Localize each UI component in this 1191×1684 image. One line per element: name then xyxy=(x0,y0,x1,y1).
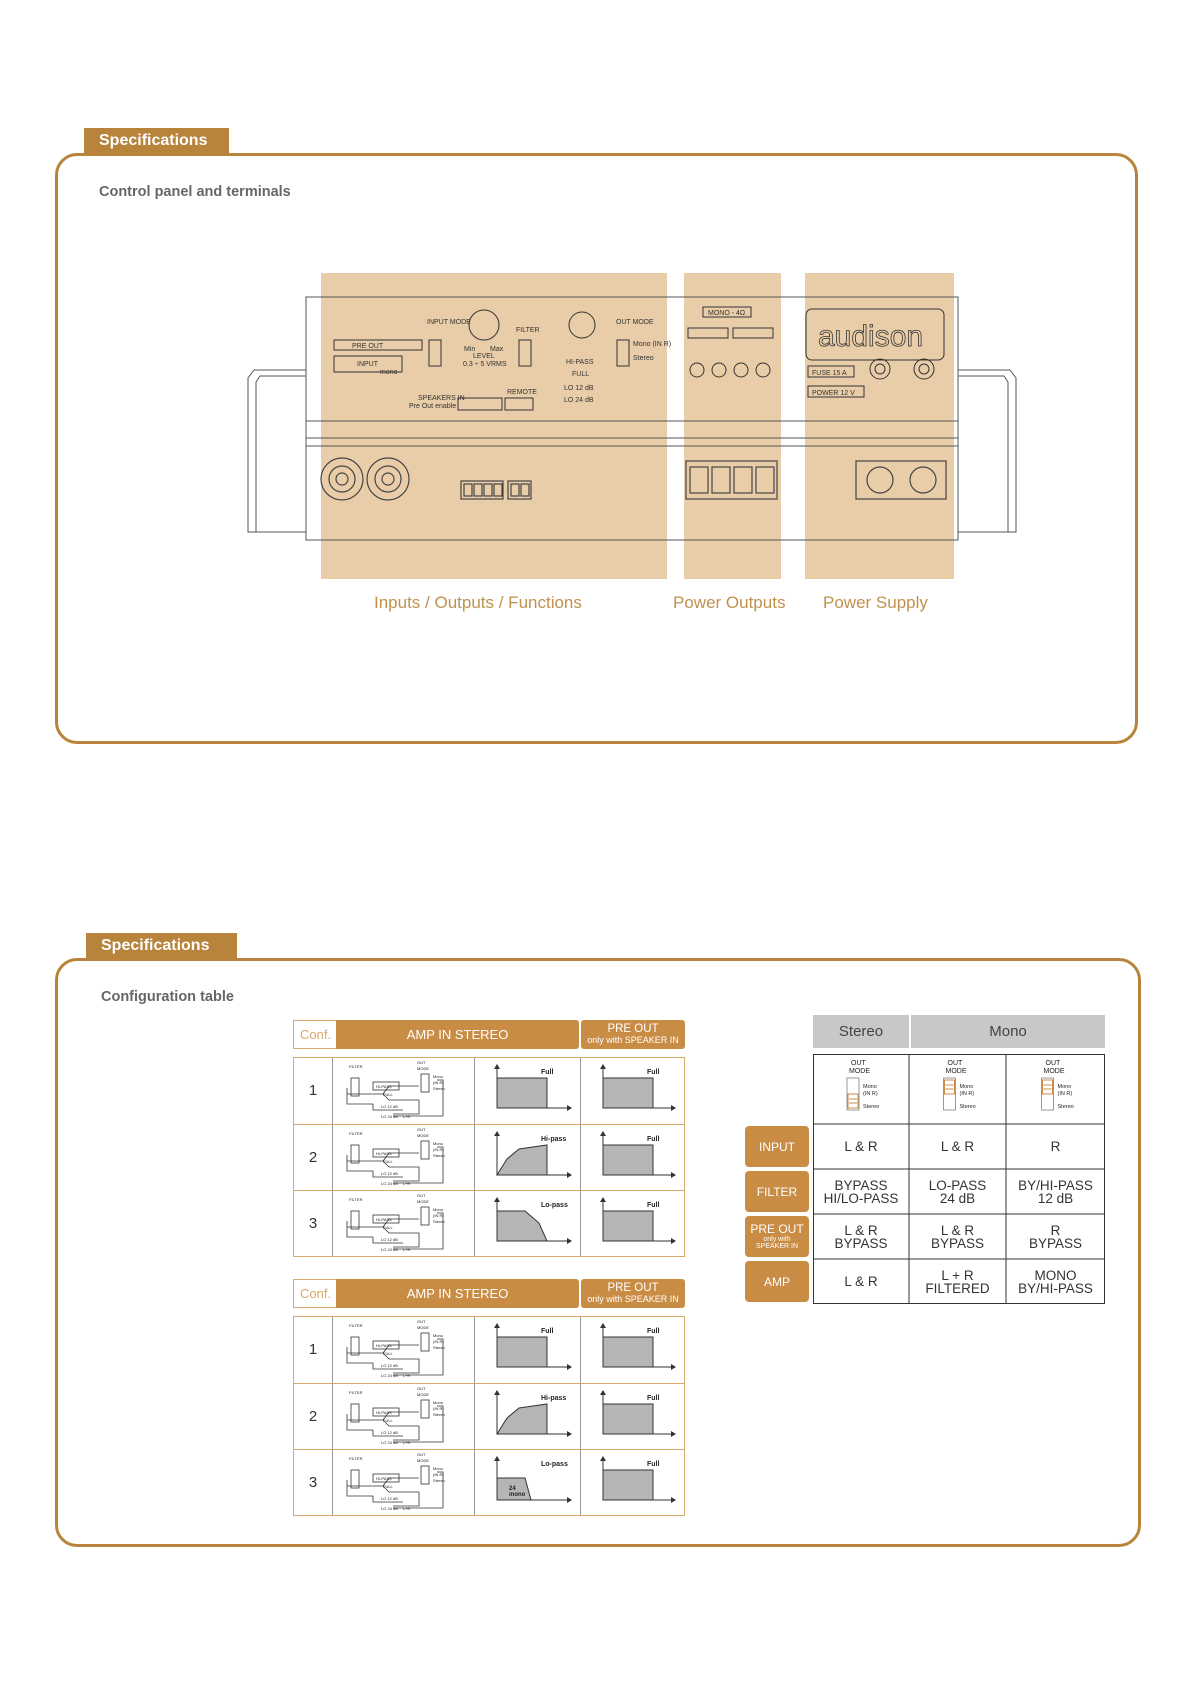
config-row xyxy=(294,1449,684,1515)
svg-text:Stereo: Stereo xyxy=(633,355,654,362)
x-arrow-icon xyxy=(567,1238,572,1244)
pre-out-title: PRE OUT xyxy=(607,1023,659,1035)
switch-label: OUT xyxy=(417,1386,426,1391)
curve-label: Full xyxy=(647,1461,660,1468)
config-row xyxy=(294,1190,684,1256)
y-arrow-icon xyxy=(600,1323,606,1328)
switch-label: HI-PASS xyxy=(376,1084,392,1089)
config-row xyxy=(294,1383,684,1449)
config-grid xyxy=(293,1316,685,1516)
switch-label: HI-PASS xyxy=(376,1410,392,1415)
curve-note: 24 xyxy=(509,1486,516,1492)
response-curve-graph xyxy=(581,1384,685,1450)
pre-out-curve xyxy=(580,1125,684,1190)
switch-state-label: Mono xyxy=(959,1084,974,1090)
svg-text:Mono (IN R): Mono (IN R) xyxy=(633,341,672,348)
switch-label: (IN R) xyxy=(433,1080,444,1085)
config-table-1 xyxy=(293,1020,686,1260)
amp-curve xyxy=(474,1317,580,1383)
mode-cell xyxy=(1006,1269,1105,1295)
switch-diagram xyxy=(332,1450,474,1515)
mode-cell xyxy=(1006,1224,1105,1250)
out-mode-label: MODE xyxy=(945,1068,967,1075)
zone-label-power-supply: Power Supply xyxy=(823,593,928,612)
response-area xyxy=(603,1470,653,1500)
power-supply-zone xyxy=(805,273,954,579)
mode-cell xyxy=(909,1269,1006,1295)
response-curve-graph xyxy=(581,1450,685,1516)
switch-diagram-graphic xyxy=(333,1125,475,1191)
power-outputs-zone xyxy=(684,273,781,579)
pre-out-header xyxy=(581,1279,685,1308)
amp-header: AMP IN STEREO xyxy=(336,1020,579,1049)
out-mode-label: OUT xyxy=(947,1060,963,1067)
switch-label: Stereo xyxy=(433,1478,445,1483)
switch-label: LO 24 dB xyxy=(381,1247,398,1252)
y-arrow-icon xyxy=(494,1390,500,1395)
svg-text:FILTER: FILTER xyxy=(516,327,540,334)
switch-diagram-graphic xyxy=(333,1058,475,1124)
response-area xyxy=(497,1404,547,1434)
switch-label: (IN R) xyxy=(433,1406,444,1411)
mode-cell-line: 24 dB xyxy=(939,1190,976,1206)
switch-label: FULL xyxy=(383,1351,393,1356)
mode-row-label-sub: only with SPEAKER IN xyxy=(755,1236,798,1250)
mono-header: Mono xyxy=(911,1015,1105,1048)
mode-cell-line: L & R xyxy=(844,1139,878,1154)
pre-out-curve xyxy=(580,1384,684,1449)
curve-label: Hi-pass xyxy=(541,1395,567,1402)
curve-label: Lo-pass xyxy=(541,1202,568,1209)
mode-cell xyxy=(1006,1140,1105,1153)
switch-label: MODE xyxy=(417,1458,429,1463)
switch-label: LO 12 dB xyxy=(381,1363,398,1368)
switch-label: L+R xyxy=(403,1373,411,1378)
section-tab: Specifications xyxy=(86,933,237,959)
x-arrow-icon xyxy=(671,1364,676,1370)
switch-diagram xyxy=(332,1058,474,1124)
response-area xyxy=(497,1145,547,1175)
mode-cell-line: FILTERED xyxy=(925,1280,990,1296)
y-arrow-icon xyxy=(600,1064,606,1069)
config-number: 1 xyxy=(308,1341,318,1358)
x-arrow-icon xyxy=(671,1238,676,1244)
out-mode-label: MODE xyxy=(849,1068,870,1075)
response-curve-graph xyxy=(581,1125,685,1191)
switch-state-label: Mono xyxy=(1057,1084,1072,1090)
zone-label-inputs: Inputs / Outputs / Functions xyxy=(374,593,582,612)
switch-label: (IN R) xyxy=(433,1472,444,1477)
switch-label: FILTER xyxy=(349,1064,363,1069)
svg-text:SPEAKERS IN: SPEAKERS IN xyxy=(418,395,465,402)
switch-label: LO 12 dB xyxy=(381,1171,398,1176)
switch-label: FULL xyxy=(383,1225,393,1230)
x-arrow-icon xyxy=(567,1364,572,1370)
curve-note: mono xyxy=(509,1492,526,1498)
mode-row-label xyxy=(745,1216,809,1257)
curve-label: Lo-pass xyxy=(541,1461,568,1468)
switch-label: LO 12 dB xyxy=(381,1237,398,1242)
switch-diagram xyxy=(332,1125,474,1190)
mode-row-label-text: INPUT xyxy=(759,1139,795,1154)
response-curve-graph xyxy=(581,1058,685,1124)
pre-out-curve xyxy=(580,1317,684,1383)
svg-text:INPUT MODE: INPUT MODE xyxy=(427,319,471,326)
switch-label: Stereo xyxy=(433,1412,445,1417)
x-arrow-icon xyxy=(567,1431,572,1437)
switch-label: LO 24 dB xyxy=(381,1440,398,1445)
switch-state-label: (IN R) xyxy=(959,1091,975,1097)
mode-cell-line: BY/HI-PASS xyxy=(1018,1280,1093,1296)
mode-row-label-text: PRE OUT xyxy=(750,1222,804,1236)
switch-label: L+R xyxy=(403,1114,411,1119)
mode-cell-line: L & R xyxy=(844,1274,878,1289)
response-curve-graph xyxy=(581,1317,685,1383)
switch-diagram xyxy=(332,1191,474,1256)
conf-label: Conf. xyxy=(293,1020,336,1049)
response-curve-graph xyxy=(475,1317,581,1383)
mode-cell xyxy=(813,1224,909,1250)
amp-curve xyxy=(474,1191,580,1256)
config-table-header xyxy=(293,1279,686,1308)
switch-label: LO 24 dB xyxy=(381,1181,398,1186)
switch-label: (IN R) xyxy=(433,1147,444,1152)
mode-cell-line: L + R xyxy=(941,1267,974,1283)
out-mode-label: MODE xyxy=(1043,1068,1065,1075)
x-arrow-icon xyxy=(567,1105,572,1111)
svg-text:LO 24 dB: LO 24 dB xyxy=(564,397,594,404)
mode-cell-line: L & R xyxy=(940,1222,975,1238)
switch-label: L+R xyxy=(403,1181,411,1186)
x-arrow-icon xyxy=(567,1172,572,1178)
x-arrow-icon xyxy=(671,1105,676,1111)
config-table-header xyxy=(293,1020,686,1049)
switch-label: OUT xyxy=(417,1060,426,1065)
switch-label: L+R xyxy=(403,1506,411,1511)
amp-curve xyxy=(474,1058,580,1124)
pre-out-curve xyxy=(580,1450,684,1515)
switch-diagram-graphic xyxy=(333,1384,475,1450)
mode-cell-line: BYPASS xyxy=(1028,1235,1083,1251)
switch-label: LO 24 dB xyxy=(381,1373,398,1378)
mode-row-label-text: AMP xyxy=(763,1274,790,1289)
config-row xyxy=(294,1124,684,1190)
curve-label: Full xyxy=(647,1136,660,1143)
svg-text:LEVEL: LEVEL xyxy=(473,353,495,360)
switch-knob xyxy=(1043,1080,1053,1094)
y-arrow-icon xyxy=(600,1197,606,1202)
response-area xyxy=(497,1211,547,1241)
response-area xyxy=(497,1078,547,1108)
mode-cell-line: 12 dB xyxy=(1037,1190,1074,1206)
out-mode-label: OUT xyxy=(1045,1060,1061,1067)
switch-label: MODE xyxy=(417,1199,429,1204)
svg-text:0.3 ÷ 5 VRMS: 0.3 ÷ 5 VRMS xyxy=(463,361,507,368)
response-area xyxy=(497,1337,547,1367)
svg-text:FULL: FULL xyxy=(572,371,590,378)
switch-label: MODE xyxy=(417,1325,429,1330)
mode-cell-line: BYPASS xyxy=(930,1235,985,1251)
switch-label: MODE xyxy=(417,1066,429,1071)
mode-row-label-text: FILTER xyxy=(756,1184,798,1199)
switch-label: FULL xyxy=(383,1484,393,1489)
amp-header: AMP IN STEREO xyxy=(336,1279,579,1308)
section-tab: Specifications xyxy=(84,128,229,154)
mode-row-label xyxy=(745,1171,809,1212)
curve-label: Full xyxy=(541,1328,554,1335)
stereo-header: Stereo xyxy=(813,1015,909,1048)
response-area xyxy=(603,1404,653,1434)
response-curve-graph xyxy=(475,1450,581,1516)
y-arrow-icon xyxy=(494,1131,500,1136)
response-curve-graph xyxy=(475,1191,581,1257)
amp-curve xyxy=(474,1125,580,1190)
response-curve-graph xyxy=(475,1125,581,1191)
mode-cell-line: L & R xyxy=(940,1139,975,1154)
config-row xyxy=(294,1317,684,1383)
pre-out-curve xyxy=(580,1191,684,1256)
y-arrow-icon xyxy=(494,1197,500,1202)
svg-text:Pre Out enable: Pre Out enable xyxy=(409,403,457,410)
y-arrow-icon xyxy=(600,1131,606,1136)
zone-label-power-outputs: Power Outputs xyxy=(673,593,786,612)
mode-cell-line: BYPASS xyxy=(834,1235,888,1251)
mode-cell xyxy=(909,1140,1006,1153)
section-subtitle: Control panel and terminals xyxy=(99,184,291,200)
mode-table xyxy=(745,1015,1105,1305)
switch-label: OUT xyxy=(417,1319,426,1324)
switch-label: HI-PASS xyxy=(376,1151,392,1156)
switch-label: OUT xyxy=(417,1193,426,1198)
y-arrow-icon xyxy=(494,1064,500,1069)
switch-label: MODE xyxy=(417,1133,429,1138)
y-arrow-icon xyxy=(600,1456,606,1461)
y-arrow-icon xyxy=(494,1323,500,1328)
pre-out-title: PRE OUT xyxy=(607,1282,659,1294)
mode-cell-line: R xyxy=(1050,1222,1061,1238)
switch-label: Mono xyxy=(433,1074,444,1079)
config-grid xyxy=(293,1057,685,1257)
switch-label: HI-PASS xyxy=(376,1476,392,1481)
svg-text:LO 12 dB: LO 12 dB xyxy=(564,385,594,392)
switch-label: HI-PASS xyxy=(376,1343,392,1348)
mode-cell xyxy=(813,1140,909,1153)
switch-diagram-graphic xyxy=(333,1191,475,1257)
mode-cell xyxy=(909,1179,1006,1205)
switch-label: HI-PASS xyxy=(376,1217,392,1222)
curve-label: Hi-pass xyxy=(541,1136,567,1143)
switch-diagram-graphic xyxy=(333,1317,475,1383)
switch-state-label: Mono xyxy=(863,1084,877,1090)
switch-label: FILTER xyxy=(349,1323,363,1328)
pre-out-subtitle: only with SPEAKER IN xyxy=(587,1035,679,1045)
switch-label: FULL xyxy=(383,1092,393,1097)
curve-label: Full xyxy=(647,1202,660,1209)
mode-cell xyxy=(1006,1179,1105,1205)
out-mode-label: OUT xyxy=(851,1060,866,1067)
switch-label: Stereo xyxy=(433,1153,445,1158)
switch-diagram xyxy=(332,1384,474,1449)
svg-text:Max: Max xyxy=(490,346,504,353)
switch-label: FILTER xyxy=(349,1390,363,1395)
switch-label: L+R xyxy=(403,1440,411,1445)
curve-label: Full xyxy=(541,1069,554,1076)
x-arrow-icon xyxy=(567,1497,572,1503)
switch-label: LO 24 dB xyxy=(381,1114,398,1119)
switch-label: LO 12 dB xyxy=(381,1496,398,1501)
x-arrow-icon xyxy=(671,1172,676,1178)
switch-label: LO 24 dB xyxy=(381,1506,398,1511)
mode-cell-line: L & R xyxy=(844,1222,878,1238)
x-arrow-icon xyxy=(671,1497,676,1503)
svg-text:MONO - 4Ω: MONO - 4Ω xyxy=(708,310,746,317)
mode-cell xyxy=(909,1224,1006,1250)
switch-label: (IN R) xyxy=(433,1213,444,1218)
amp-curve xyxy=(474,1384,580,1449)
switch-state-label: Stereo xyxy=(863,1104,880,1110)
switch-label: Mono xyxy=(433,1400,444,1405)
curve-label: Full xyxy=(647,1395,660,1402)
response-area xyxy=(603,1211,653,1241)
switch-knob xyxy=(945,1080,955,1094)
switch-label: Mono xyxy=(433,1141,444,1146)
switch-label: MODE xyxy=(417,1392,429,1397)
response-area xyxy=(603,1337,653,1367)
switch-state-label: (IN R) xyxy=(1057,1091,1073,1097)
config-number: 2 xyxy=(308,1149,318,1166)
switch-label: FILTER xyxy=(349,1131,363,1136)
svg-text:FUSE 15 A: FUSE 15 A xyxy=(812,370,847,377)
svg-text:PRE OUT: PRE OUT xyxy=(352,343,384,350)
switch-label: Mono xyxy=(433,1333,444,1338)
switch-label: (IN R) xyxy=(433,1339,444,1344)
curve-label: Full xyxy=(647,1328,660,1335)
svg-text:POWER 12 V: POWER 12 V xyxy=(812,390,855,397)
response-curve-graph xyxy=(581,1191,685,1257)
x-arrow-icon xyxy=(671,1431,676,1437)
switch-label: FILTER xyxy=(349,1197,363,1202)
mode-cell-line: MONO xyxy=(1034,1267,1077,1283)
mode-cell-line: BY/HI-PASS xyxy=(1018,1177,1093,1193)
switch-label: Mono xyxy=(433,1466,444,1471)
switch-state-label: (IN R) xyxy=(863,1091,878,1097)
switch-label: OUT xyxy=(417,1127,426,1132)
mode-row-label xyxy=(745,1126,809,1167)
config-number: 1 xyxy=(308,1082,318,1099)
y-arrow-icon xyxy=(600,1390,606,1395)
svg-text:audison: audison xyxy=(818,320,924,353)
config-number: 3 xyxy=(308,1215,318,1232)
svg-text:mono: mono xyxy=(380,369,398,376)
svg-text:INPUT: INPUT xyxy=(357,361,378,368)
switch-state-label: Stereo xyxy=(959,1104,976,1110)
switch-label: Stereo xyxy=(433,1219,445,1224)
mode-cell-line: R xyxy=(1050,1139,1061,1154)
config-number: 2 xyxy=(308,1408,318,1425)
switch-label: FILTER xyxy=(349,1456,363,1461)
pre-out-header xyxy=(581,1020,685,1049)
switch-label: FULL xyxy=(383,1159,393,1164)
response-area xyxy=(603,1078,653,1108)
switch-knob xyxy=(848,1094,858,1108)
y-arrow-icon xyxy=(494,1456,500,1461)
config-table-2 xyxy=(293,1279,686,1519)
switch-state-label: Stereo xyxy=(1057,1104,1074,1110)
pre-out-subtitle: only with SPEAKER IN xyxy=(587,1294,679,1304)
switch-diagram-graphic xyxy=(333,1450,475,1516)
mode-cell xyxy=(813,1179,909,1205)
switch-label: Stereo xyxy=(433,1086,445,1091)
switch-label: Stereo xyxy=(433,1345,445,1350)
config-number: 3 xyxy=(308,1474,318,1491)
response-curve-graph xyxy=(475,1384,581,1450)
svg-text:OUT MODE: OUT MODE xyxy=(616,319,654,326)
conf-label: Conf. xyxy=(293,1279,336,1308)
switch-diagram xyxy=(332,1317,474,1383)
mode-cell xyxy=(813,1275,909,1288)
switch-label: FULL xyxy=(383,1418,393,1423)
curve-label: Full xyxy=(647,1069,660,1076)
svg-text:Min: Min xyxy=(464,346,476,353)
switch-label: LO 12 dB xyxy=(381,1430,398,1435)
pre-out-curve xyxy=(580,1058,684,1124)
svg-text:HI-PASS: HI-PASS xyxy=(566,359,594,366)
section-subtitle: Configuration table xyxy=(101,989,234,1005)
response-curve-graph xyxy=(475,1058,581,1124)
switch-label: OUT xyxy=(417,1452,426,1457)
switch-label: L+R xyxy=(403,1247,411,1252)
svg-text:REMOTE: REMOTE xyxy=(507,389,537,396)
mode-cell-line: LO-PASS xyxy=(928,1177,987,1193)
mode-row-label xyxy=(745,1261,809,1302)
switch-label: Mono xyxy=(433,1207,444,1212)
amp-curve xyxy=(474,1450,580,1515)
config-row xyxy=(294,1058,684,1124)
mode-cell-line: BYPASS xyxy=(834,1177,888,1193)
switch-label: LO 12 dB xyxy=(381,1104,398,1109)
response-area xyxy=(603,1145,653,1175)
mode-cell-line: HI/LO-PASS xyxy=(823,1190,899,1206)
